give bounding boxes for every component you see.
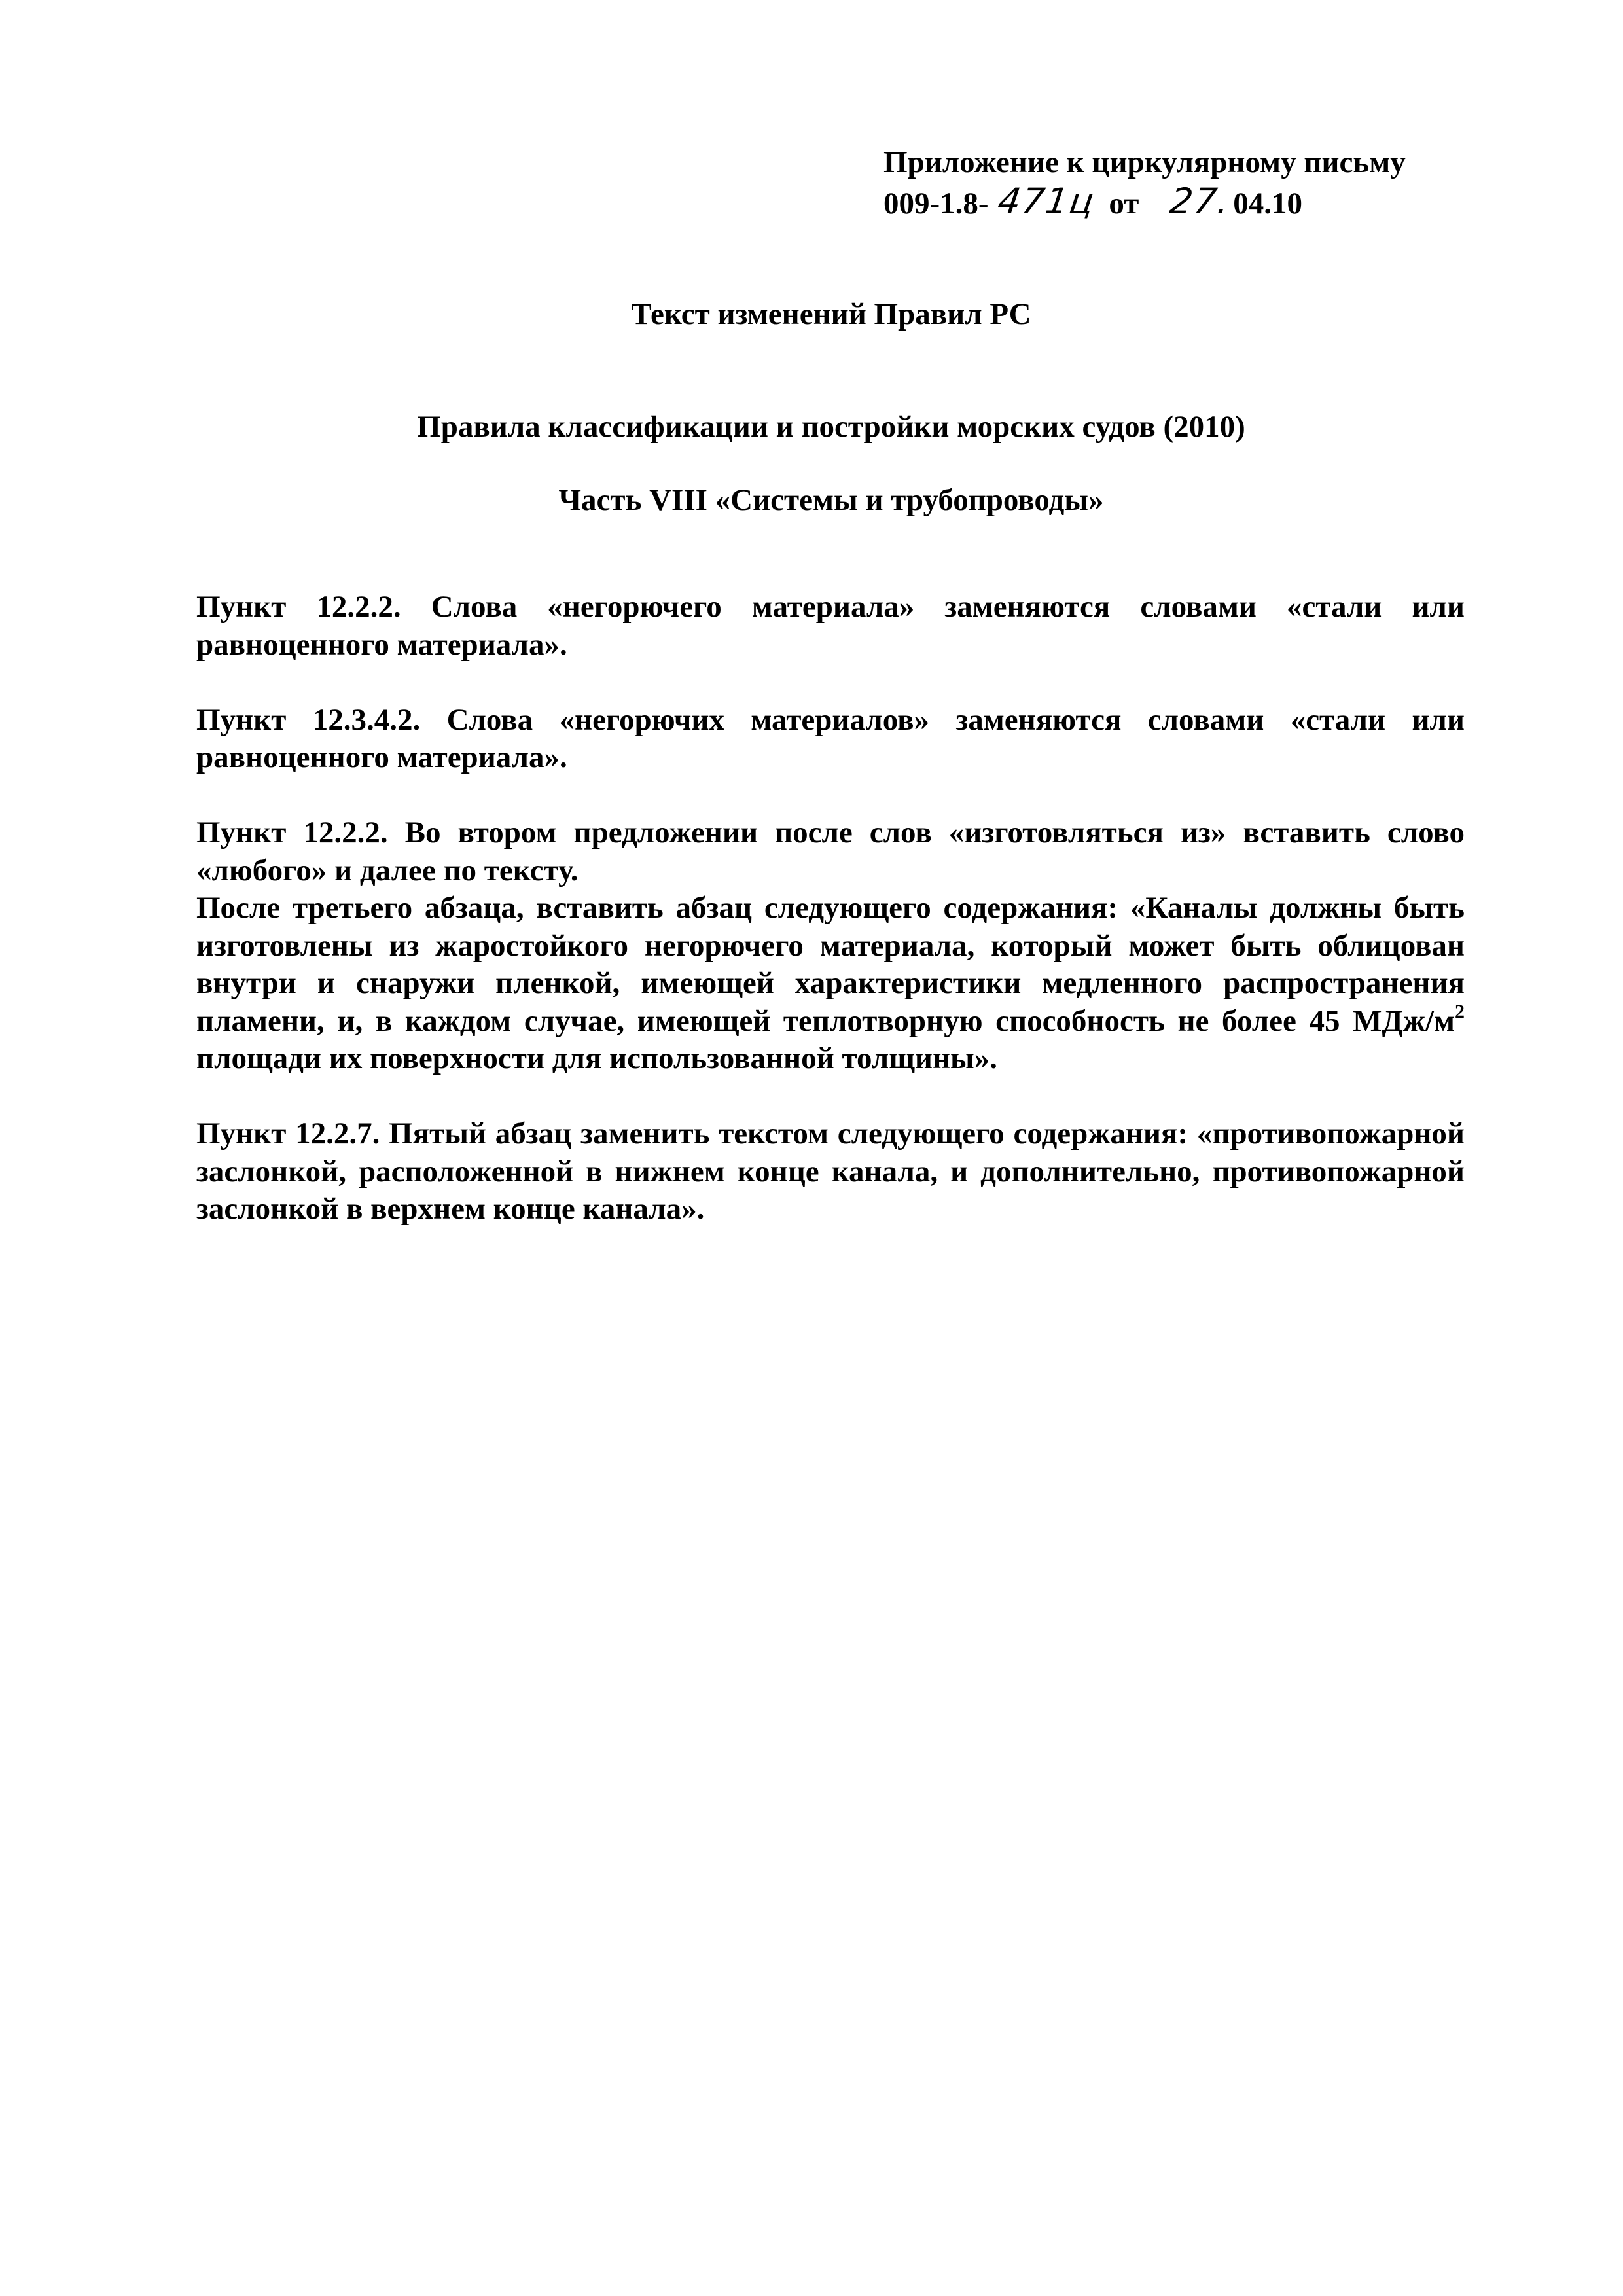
paragraph-text: После третьего абзаца, вставить абзац следующего содержания: «Каналы должны быть изготовлены из жаростойкого негорючего материала, который может быть облицован внутри и снаружи пленкой, имеющей характеристики медленного распространения пламени, и, в каждом случае, имеющей теплотворную способность не более 45 МДж/м (196, 891, 1465, 1038)
amendment-paragraph (196, 889, 1465, 1078)
paragraph-text: площади их поверхности для использованной толщины». (196, 1041, 997, 1075)
handwritten-letter-number: 471ц (995, 181, 1097, 222)
attachment-line: Приложение к циркулярному письму (883, 145, 1406, 179)
amendment-paragraph: Пункт 12.2.2. Во втором предложении после слов «изготовляться из» вставить слово «любого» и далее по тексту. (196, 816, 1465, 888)
attachment-header (883, 143, 1406, 223)
letter-reference (883, 182, 1406, 223)
part-title: Часть VIII «Системы и трубопроводы» (558, 483, 1104, 517)
month-year: 04.10 (1233, 187, 1302, 221)
from-word: от (1109, 187, 1139, 221)
superscript: 2 (1455, 1000, 1465, 1022)
amendment-paragraph: Пункт 12.3.4.2. Слова «негорючих материалов» заменяются словами «стали или равноценного материала». (196, 702, 1465, 774)
amendment-paragraph: Пункт 12.2.2. Слова «негорючего материала» заменяются словами «стали или равноценного материала». (196, 590, 1465, 662)
document-title: Текст изменений Правил РС (631, 297, 1031, 331)
amendment-paragraph: Пункт 12.2.7. Пятый абзац заменить текстом следующего содержания: «противопожарной заслонкой, расположенной в нижнем конце канала, и дополнительно, противопожарной заслонкой в верхнем конце канала». (196, 1117, 1465, 1226)
letter-prefix: 009-1.8- (883, 187, 989, 221)
handwritten-day: 27. (1168, 181, 1234, 222)
rules-title: Правила классификации и постройки морских судов (2010) (417, 410, 1245, 444)
amendments-body (196, 588, 1465, 1229)
